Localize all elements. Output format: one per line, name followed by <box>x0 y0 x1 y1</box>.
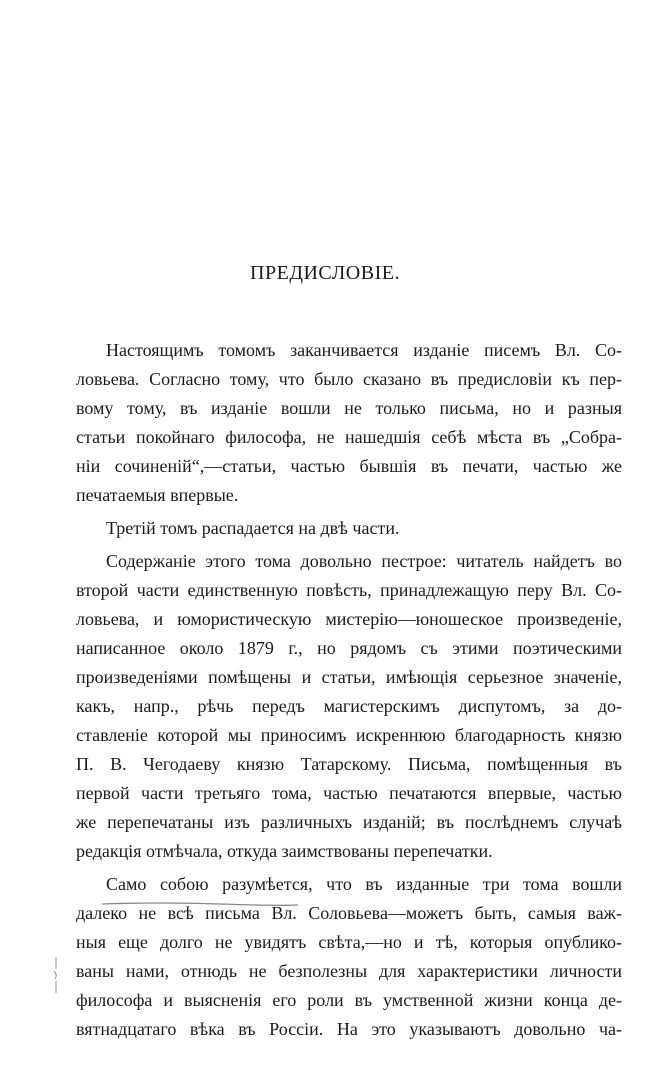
text-line: ваны нами, отнюдь не безполезны для характеристики личности <box>76 961 622 981</box>
text-line: Содержаніе этого тома довольно пестрое: читатель найдетъ во <box>106 551 622 571</box>
text-line: Настоящимъ томомъ заканчивается изданіе писемъ Вл. Со- <box>106 340 622 360</box>
text-line: первой части третьяго тома, частью печатаются впервые, частью <box>76 783 622 803</box>
text-line: вятнадцатаго вѣка въ Россіи. На это указываютъ довольно ча- <box>76 1019 622 1039</box>
text-line: ловьева, и юмористическую мистерію—юношеское произведеніе, <box>76 609 622 629</box>
text-line: ловьева. Согласно тому, что было сказано въ предисловіи къ пер- <box>76 369 622 389</box>
text-line: статьи покойнаго философа, не нашедшія себѣ мѣста въ „Собра- <box>76 427 622 447</box>
text-line: произведеніями помѣщены и статьи, имѣющія серьезное значеніе, <box>76 667 622 687</box>
preface-body <box>76 336 622 1044</box>
text-line: Само собою разумѣется, что въ изданные три тома вошли <box>106 874 622 894</box>
text-line: философа и выясненія его роли въ умственной жизни конца де- <box>76 990 622 1010</box>
paragraph-2 <box>76 514 622 543</box>
text-line: ставленіе которой мы приносимъ искреннюю благодарность князю <box>76 725 622 745</box>
text-line: ныя еще долго не увидятъ свѣта,—но и тѣ, которыя опублико- <box>76 932 622 952</box>
pencil-underline-mark <box>100 901 300 907</box>
paragraph-1 <box>76 336 622 510</box>
text-line: же перепечатаны изъ различныхъ изданій; въ послѣднемъ случаѣ <box>76 812 622 832</box>
text-line: П. В. Чегодаеву князю Татарскому. Письма, помѣщенныя въ <box>76 754 622 774</box>
text-line: Третій томъ распадается на двѣ части. <box>106 518 400 538</box>
page-title: ПРЕДИСЛОВІЕ. <box>250 262 400 284</box>
text-line: второй части единственную повѣсть, принадлежащую перу Вл. Со- <box>76 580 622 600</box>
text-line: вому тому, въ изданіе вошли не только письма, но и разныя <box>76 398 622 418</box>
text-line: написанное около 1879 г., но рядомъ съ этими поэтическими <box>76 638 622 658</box>
text-line: ніи сочиненій“,—статьи, частью бывшія въ печати, частью же <box>76 456 622 476</box>
text-line: редакція отмѣчала, откуда заимствованы перепечатки. <box>76 841 493 861</box>
margin-pencil-mark <box>50 955 62 995</box>
text-line: печатаемыя впервые. <box>76 485 239 505</box>
text-line: какъ, напр., рѣчь передъ магистерскимъ диспутомъ, за до- <box>76 696 622 716</box>
paragraph-4 <box>76 870 622 1044</box>
text-line: далеко не всѣ письма Вл. Соловьева—можетъ быть, самыя важ- <box>76 903 622 923</box>
paragraph-3 <box>76 547 622 866</box>
